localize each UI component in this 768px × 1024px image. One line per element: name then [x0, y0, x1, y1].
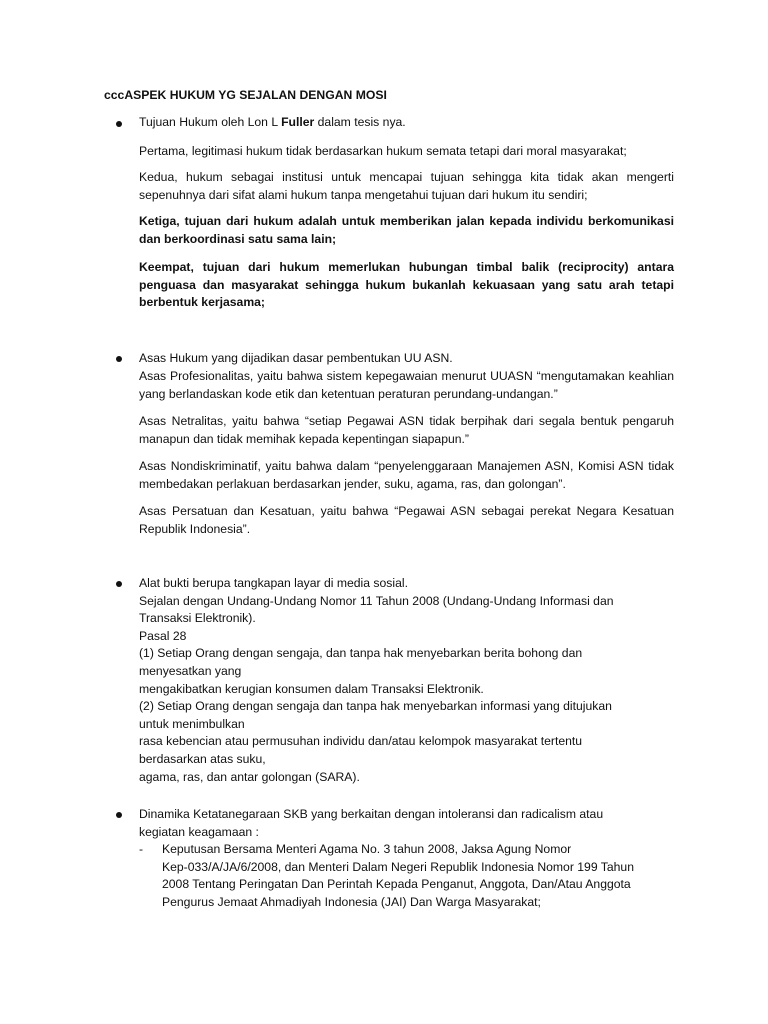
section-1-lead [139, 114, 674, 132]
section-2-paragraph-2: Asas Netralitas, yaitu bahwa “setiap Pegawai ASN tidak berpihak dari segala bentuk pengaruh manapun dan tidak memihak kepada kepentingan siapapun.” [139, 414, 674, 446]
text-line: Dinamika Ketatanegaraan SKB yang berkaitan dengan intoleransi dan radicalism atau [139, 807, 604, 821]
section-1-paragraph-4: Keempat, tujuan dari hukum memerlukan hubungan timbal balik (reciprocity) antara penguasa dan masyarakat sehingga hukum bukanlah kekuasaan yang satu arah tetapi berbentuk kerjasama; [139, 260, 674, 310]
text-line: Kep-033/A/JA/6/2008, dan Menteri Dalam Negeri Republik Indonesia Nomor 199 Tahun [162, 859, 634, 874]
text-line: Transaksi Elektronik). [139, 611, 256, 626]
section-2-paragraph-4: Asas Persatuan dan Kesatuan, yaitu bahwa “Pegawai ASN sebagai perekat Negara Kesatuan Republik Indonesia”. [139, 504, 674, 536]
section-2-lead: Asas Hukum yang dijadikan dasar pembentukan UU ASN. [139, 351, 453, 365]
text-line: Sejalan dengan Undang-Undang Nomor 11 Tahun 2008 (Undang-Undang Informasi dan [139, 593, 614, 608]
text-line: berdasarkan atas suku, [139, 751, 266, 766]
text-line: mengakibatkan kerugian konsumen dalam Transaksi Elektronik. [139, 681, 484, 696]
section-2-paragraph-1: Asas Profesionalitas, yaitu bahwa sistem kepegawaian menurut UUASN “mengutamakan keahlian yang berlandaskan kode etik dan ketentuan peraturan perundang-undangan.” [139, 369, 674, 401]
text-line: Pasal 28 [139, 628, 187, 643]
text-line: Pengurus Jemaat Ahmadiyah Indonesia (JAI) Dan Warga Masyarakat; [162, 894, 541, 909]
section-2-paragraph-3: Asas Nondiskriminatif, yaitu bahwa dalam “penyelenggaraan Manajemen ASN, Komisi ASN tidak membedakan perlakuan berdasarkan jender, suku, agama, ras, dan golongan”. [139, 459, 674, 491]
section-1-paragraph-3: Ketiga, tujuan dari hukum adalah untuk memberikan jalan kepada individu berkomunikasi dan berkoordinasi satu sama lain; [139, 214, 674, 246]
section-1-paragraph-1: Pertama, legitimasi hukum tidak berdasarkan hukum semata tetapi dari moral masyarakat; [139, 144, 627, 158]
text-line: menyesatkan yang [139, 663, 242, 678]
text-line: agama, ras, dan antar golongan (SARA). [139, 769, 360, 784]
dash-marker: - [139, 842, 144, 856]
bullet-icon [116, 812, 122, 818]
lead-text: Tujuan Hukum oleh Lon L [139, 115, 282, 129]
section-1-paragraph-2: Kedua, hukum sebagai institusi untuk mencapai tujuan sehingga kita tidak akan mengerti sepenuhnya dari sifat alami hukum tanpa mengetahui tujuan dari hukum itu sendiri; [139, 170, 674, 202]
document-title: cccASPEK HUKUM YG SEJALAN DENGAN MOSI [104, 88, 387, 102]
text-line: Keputusan Bersama Menteri Agama No. 3 tahun 2008, Jaksa Agung Nomor [162, 842, 572, 856]
text-line: Alat bukti berupa tangkapan layar di media sosial. [139, 576, 408, 590]
text-line: kegiatan keagamaan : [139, 824, 259, 839]
bullet-icon [116, 121, 122, 127]
lead-text-end: dalam tesis nya. [314, 115, 406, 129]
section-4-sub-item [162, 841, 674, 911]
section-4-lead [139, 806, 674, 841]
text-line: rasa kebencian atau permusuhan individu dan/atau kelompok masyarakat tertentu [139, 734, 583, 749]
bullet-icon [116, 581, 122, 587]
section-3-content [139, 575, 674, 786]
lead-name-bold: Fuller [281, 115, 315, 129]
text-line: (1) Setiap Orang dengan sengaja, dan tanpa hak menyebarkan berita bohong dan [139, 646, 583, 661]
text-line: 2008 Tentang Peringatan Dan Perintah Kepada Penganut, Anggota, Dan/Atau Anggota [162, 877, 631, 892]
text-line: (2) Setiap Orang dengan sengaja dan tanpa hak menyebarkan informasi yang ditujukan [139, 699, 612, 714]
bullet-icon [116, 356, 122, 362]
text-line: untuk menimbulkan [139, 716, 245, 731]
